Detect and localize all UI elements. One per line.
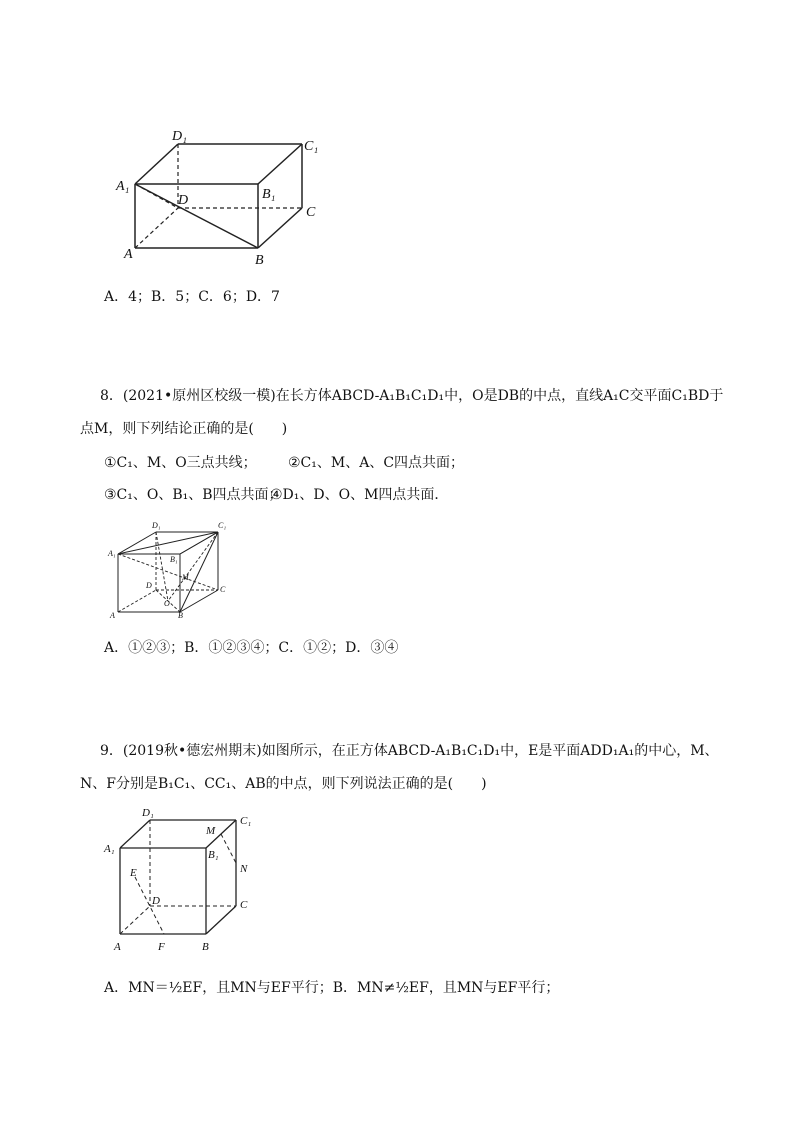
edge-A1D1: [135, 144, 178, 184]
q8-statement-4: ④D₁、D、O、M四点共面．: [270, 487, 449, 503]
q8-statement-1: ①C₁、M、O三点共线；: [104, 455, 257, 471]
label-C: C: [306, 205, 316, 220]
svg-text:M: M: [206, 825, 216, 837]
svg-text:A: A: [110, 611, 115, 618]
svg-text:A₁: A₁: [108, 549, 116, 558]
svg-text:F: F: [158, 941, 165, 953]
svg-text:C₁: C₁: [240, 815, 252, 827]
svg-text:C: C: [240, 899, 248, 911]
diag-A1D: [135, 184, 178, 208]
q7-options: A．4；B．5；C．6；D．7: [104, 289, 280, 305]
label-D: D: [178, 193, 189, 208]
svg-text:O: O: [164, 599, 170, 608]
q7-figure: [100, 122, 340, 272]
diag-A1B: [135, 184, 258, 248]
svg-text:N: N: [240, 863, 248, 875]
q8-statement-2: ②C₁、M、A、C四点共面；: [288, 455, 465, 471]
q8-figure: [106, 518, 236, 618]
svg-text:B₁: B₁: [170, 555, 178, 564]
label-B1: B₁: [262, 187, 276, 202]
label-B: B: [255, 253, 264, 268]
q9-figure: [102, 806, 262, 956]
label-C1: C₁: [304, 139, 319, 154]
q8-options: A．①②③；B．①②③④；C．①②；D．③④: [104, 640, 399, 656]
svg-text:D: D: [146, 581, 152, 590]
svg-text:C₁: C₁: [218, 521, 227, 530]
q8-stem-line1: 8．(2021•原州区校级一模)在长方体ABCD-A₁B₁C₁D₁中，O是DB的中点，直线A₁C交平面C₁BD于: [100, 388, 724, 404]
edge-CB: [258, 208, 302, 248]
svg-text:A: A: [114, 941, 121, 953]
svg-text:A₁: A₁: [104, 843, 115, 855]
label-D1: D₁: [172, 129, 187, 144]
label-A: A: [124, 247, 133, 262]
q8-statement-3: ③C₁、O、B₁、B四点共面；: [104, 487, 283, 503]
q9-stem-line1: 9．(2019秋•德宏州期末)如图所示，在正方体ABCD-A₁B₁C₁D₁中，E是平面ADD₁A₁的中心，M、: [100, 743, 719, 759]
svg-text:B: B: [178, 611, 183, 618]
q9-options: A．MN＝½EF，且MN与EF平行；B．MN≠½EF，且MN与EF平行；: [104, 980, 560, 996]
q9-stem-line2: N、F分别是B₁C₁、CC₁、AB的中点，则下列说法正确的是( ): [80, 776, 487, 792]
svg-text:B₁: B₁: [208, 849, 219, 861]
label-A1: A₁: [116, 179, 130, 194]
svg-text:E: E: [130, 867, 137, 879]
svg-text:B: B: [202, 941, 209, 953]
edge-C1B1: [258, 144, 302, 184]
q8-stem-line2: 点M，则下列结论正确的是( ): [80, 421, 288, 437]
edge-AD: [135, 208, 178, 248]
svg-text:D₁: D₁: [142, 807, 154, 819]
svg-text:C: C: [220, 585, 226, 594]
svg-text:D₁: D₁: [152, 521, 161, 530]
svg-text:M: M: [182, 573, 189, 582]
svg-text:D: D: [152, 895, 160, 907]
